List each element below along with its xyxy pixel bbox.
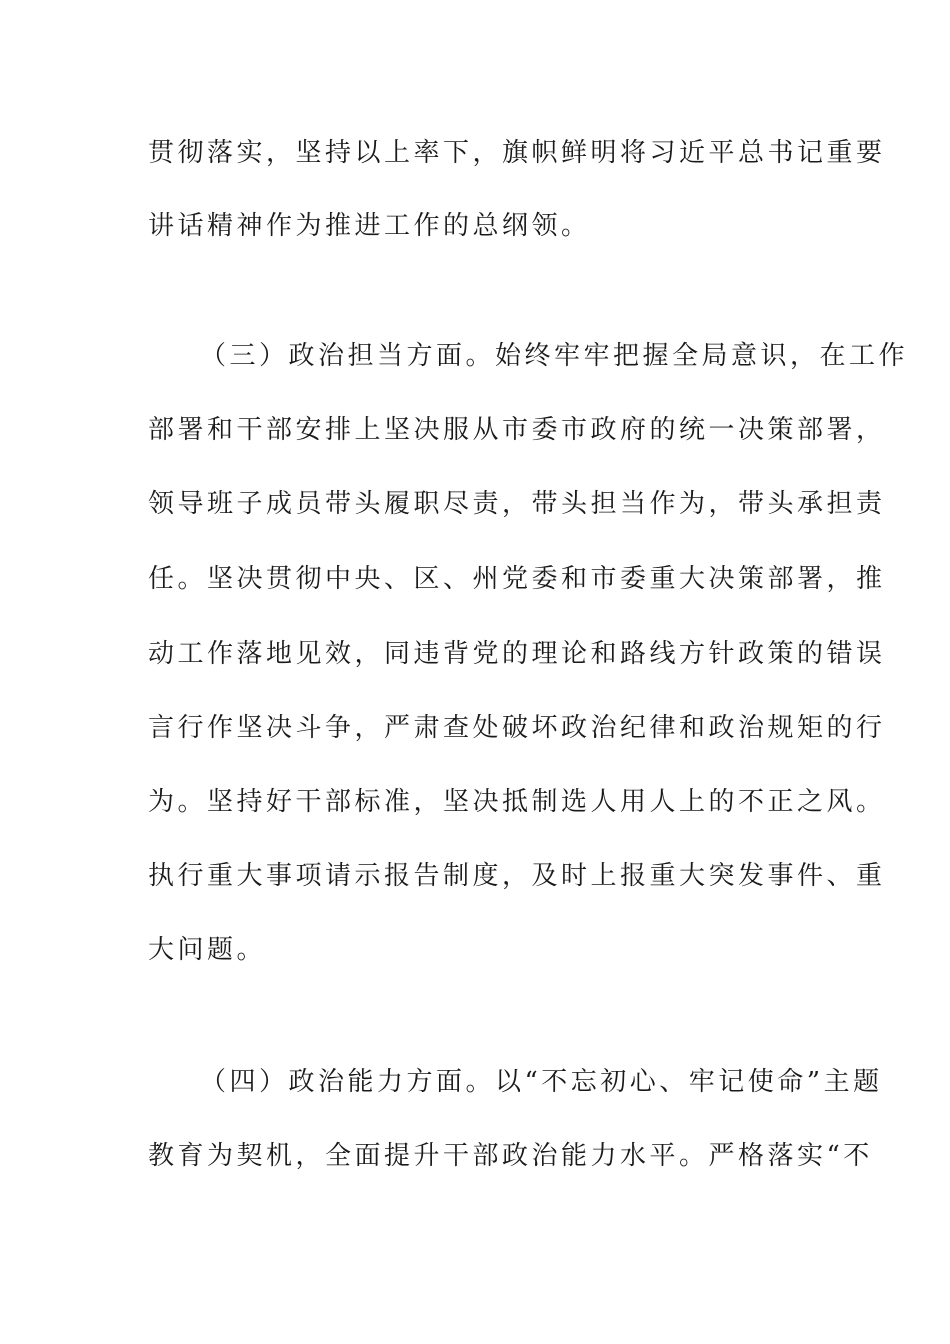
- text-line: 部署和干部安排上坚决服从市委市政府的统一决策部署，: [148, 415, 886, 445]
- text-line: 为。坚持好干部标准，坚决抵制选人用人上的不正之风。: [148, 787, 886, 817]
- text-line: 言行作坚决斗争，严肃查处破坏政治纪律和政治规矩的行: [148, 713, 886, 743]
- section-heading-line: （三）政治担当方面。始终牢牢把握全局意识，在工作: [200, 341, 909, 371]
- text-line: 动工作落地见效，同违背党的理论和路线方针政策的错误: [148, 639, 886, 669]
- text-line: 大问题。: [148, 935, 267, 965]
- text-line: 讲话精神作为推进工作的总纲领。: [148, 211, 591, 241]
- section-heading-line: （四）政治能力方面。以“不忘初心、牢记使命”主题: [200, 1067, 883, 1097]
- text-line: 教育为契机，全面提升干部政治能力水平。严格落实“不: [148, 1141, 873, 1171]
- text-line: 执行重大事项请示报告制度，及时上报重大突发事件、重: [148, 861, 886, 891]
- text-line: 贯彻落实，坚持以上率下，旗帜鲜明将习近平总书记重要: [148, 138, 886, 168]
- text-line: 任。坚决贯彻中央、区、州党委和市委重大决策部署，推: [148, 564, 886, 594]
- text-line: 领导班子成员带头履职尽责，带头担当作为，带头承担责: [148, 489, 886, 519]
